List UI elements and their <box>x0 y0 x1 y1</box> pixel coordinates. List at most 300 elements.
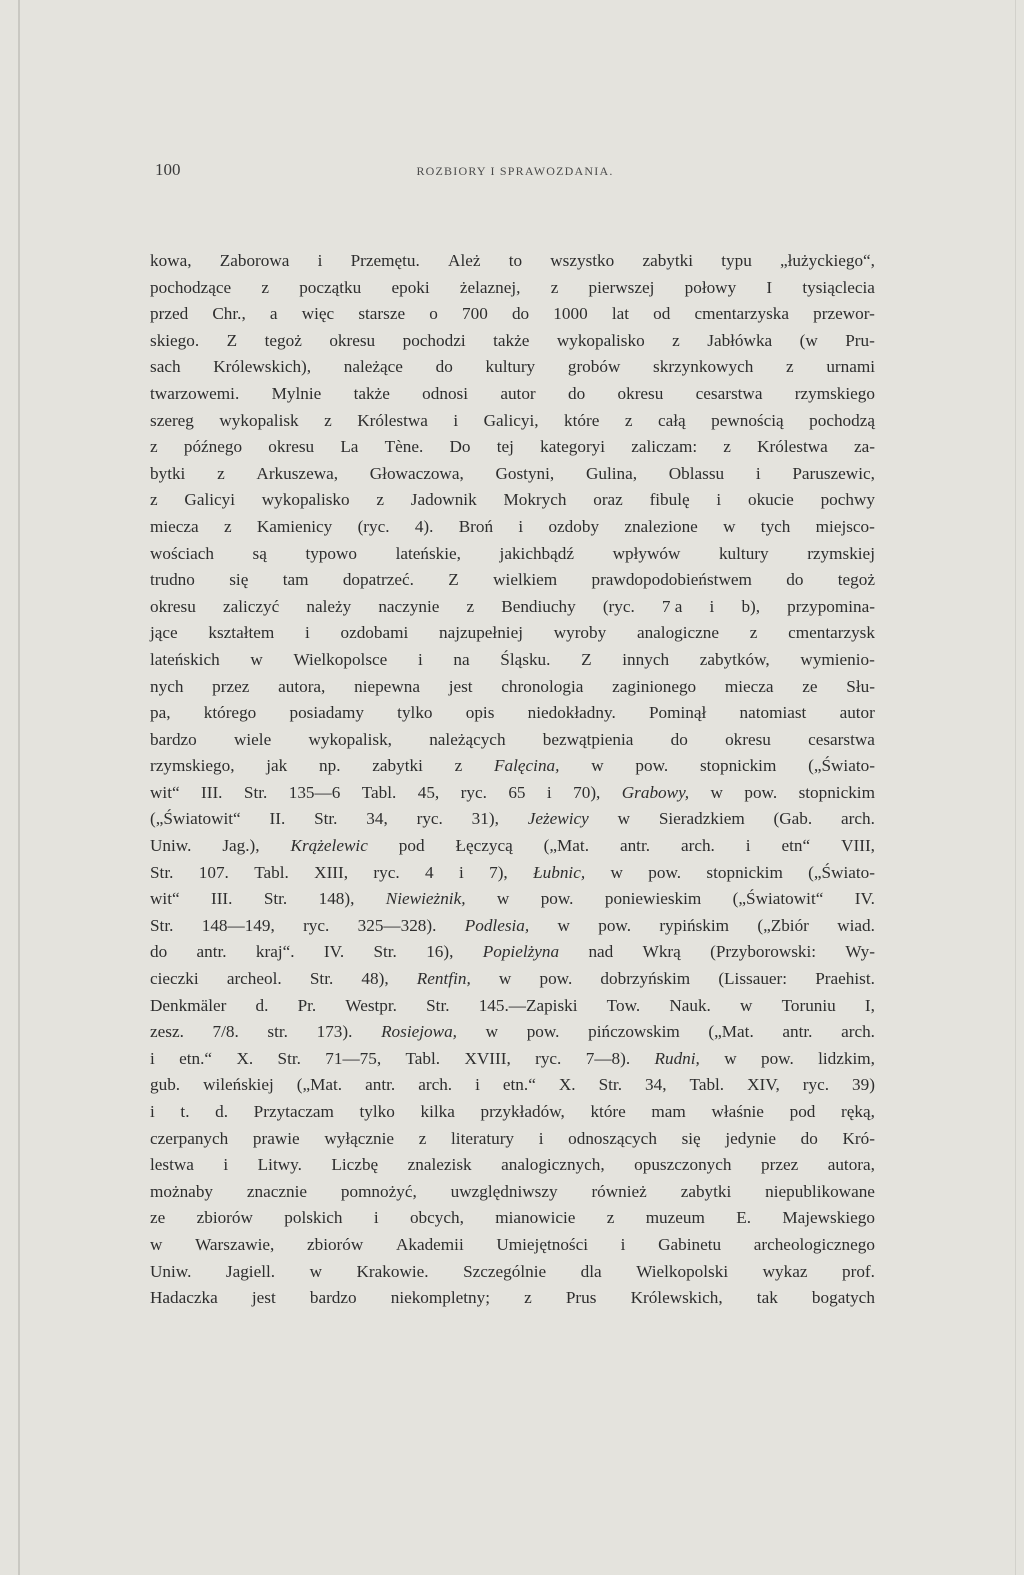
word: XIV, <box>747 1075 780 1095</box>
word: wit“ <box>150 889 180 909</box>
word: etn“ <box>781 836 811 856</box>
word: z <box>723 437 731 457</box>
word: i <box>150 1048 155 1068</box>
word: Arkuszewa, <box>256 463 339 483</box>
word: Oblassu <box>668 463 725 483</box>
word: Uniw. <box>150 1261 192 1281</box>
word: Do <box>449 437 471 457</box>
word: i <box>538 1128 544 1148</box>
word: bezwątpienia <box>542 729 634 749</box>
word: Paruszewic, <box>792 463 875 483</box>
text-line <box>150 354 875 381</box>
word: Litwy. <box>257 1155 302 1175</box>
word: tegoż <box>264 330 302 350</box>
word: etn.“ <box>179 1048 213 1068</box>
text-line <box>150 806 875 833</box>
word: z <box>606 1208 615 1228</box>
word: oraz <box>593 490 623 510</box>
word: Jag.), <box>222 836 260 856</box>
word: pomnożyć, <box>340 1181 417 1201</box>
word: arch. <box>680 836 715 856</box>
word: kształtem <box>208 623 275 643</box>
word: z <box>524 1288 532 1308</box>
word: 65 <box>508 782 526 802</box>
word: przypomina- <box>787 596 875 616</box>
word: i <box>223 1155 229 1175</box>
word: Mylnie <box>271 383 322 403</box>
word: i <box>755 463 761 483</box>
word: którego <box>203 703 257 723</box>
word: np. <box>319 756 341 776</box>
word: połowy <box>684 277 737 297</box>
word: okresu <box>617 383 664 403</box>
word: arch. <box>841 1022 875 1042</box>
word: wykopalisko <box>556 330 645 350</box>
word: żelaznej, <box>459 277 521 297</box>
word: Liczbę <box>331 1155 379 1175</box>
word: także <box>353 383 390 403</box>
word: jące <box>150 623 178 643</box>
word: („Mat. <box>543 836 590 856</box>
word: Str. <box>277 1048 301 1068</box>
word: tylko <box>359 1102 395 1121</box>
word: z <box>217 463 225 483</box>
word: Jadownik <box>410 490 477 510</box>
word: Wy- <box>845 942 875 962</box>
word: rzymskiej <box>807 543 875 563</box>
page-edge-left <box>18 0 20 1575</box>
word: Str. <box>309 969 334 989</box>
word: antr. <box>619 836 651 856</box>
word: odnosi <box>422 383 468 403</box>
word: pochodzi <box>402 330 466 350</box>
word: archeologicznego <box>753 1234 875 1254</box>
word: zabytki <box>642 251 694 270</box>
word: nad <box>588 942 614 962</box>
word: literatury <box>451 1128 515 1148</box>
word: z <box>376 490 385 510</box>
word: wit“ <box>150 782 180 802</box>
word: wielkiem <box>493 570 558 590</box>
word: prawdopodobieństwem <box>591 570 752 590</box>
word: Gostyni, <box>495 463 555 483</box>
word: w <box>610 862 623 882</box>
word: Sieradzkiem <box>658 809 745 829</box>
word: antr. <box>196 942 227 962</box>
text-line <box>150 1072 875 1099</box>
word: ryc. <box>535 1048 562 1068</box>
word: skrzynkowych <box>653 357 754 377</box>
place-name: Popielżyna <box>482 942 560 962</box>
text-line <box>150 1259 875 1286</box>
word: od <box>653 304 671 324</box>
text-line <box>150 620 875 647</box>
word: wiele <box>233 729 272 749</box>
text-line <box>150 1205 875 1232</box>
word: Królestwa <box>757 437 828 457</box>
word: tej <box>496 437 514 457</box>
word: i <box>458 862 464 882</box>
text-line <box>150 487 875 514</box>
word: rypińskim <box>659 915 730 935</box>
text-line <box>150 461 875 488</box>
word: i <box>150 1102 155 1121</box>
word: Wielkopolski <box>636 1261 729 1281</box>
word: 34, <box>645 1075 667 1095</box>
word: więc <box>301 304 335 324</box>
word: niedokładny. <box>527 703 616 723</box>
text-line <box>150 1179 875 1206</box>
word: należące <box>343 357 403 377</box>
word: 148), <box>318 889 355 909</box>
word: w <box>498 969 512 989</box>
text-line <box>150 753 875 780</box>
word: i <box>453 410 459 430</box>
text-line <box>150 1019 875 1046</box>
text-line <box>150 1099 875 1126</box>
word: 31), <box>471 809 499 829</box>
word: i <box>317 251 323 270</box>
word: Denkmäler <box>150 995 227 1015</box>
word: Tène. <box>384 437 424 457</box>
word: znalezisk <box>407 1155 472 1175</box>
word: Galicyi <box>184 490 235 510</box>
place-name: Rosiejowa, <box>381 1022 457 1042</box>
word: Kamienicy <box>256 516 333 536</box>
word: Str. <box>243 782 268 802</box>
word: zabytki <box>372 756 423 776</box>
word: analogicznych, <box>501 1155 605 1175</box>
word: prawie <box>252 1128 300 1148</box>
word: się <box>229 570 249 590</box>
word: 39) <box>852 1075 875 1095</box>
word: Zaborowa <box>219 251 290 270</box>
word: w <box>309 1261 322 1281</box>
word: ręką, <box>841 1102 875 1121</box>
word: miecza <box>150 516 199 536</box>
word: pow. <box>635 756 669 776</box>
word: znalezione <box>624 516 698 536</box>
word: Tabl. <box>361 782 397 802</box>
word: Chr., <box>212 304 246 324</box>
word: najzupełniej <box>438 623 523 643</box>
word: niekompletny; <box>390 1288 491 1308</box>
word: tam <box>282 570 309 590</box>
word: Wielkopolsce <box>293 649 388 669</box>
word: Słu- <box>846 676 875 696</box>
word: w <box>723 516 736 536</box>
word: na <box>453 649 470 669</box>
word: Warszawie, <box>195 1234 275 1254</box>
word: antr. <box>365 1075 396 1095</box>
word: i <box>709 596 715 616</box>
word: autora, <box>278 676 326 696</box>
word: wykaz <box>762 1261 808 1281</box>
word: pow. <box>760 1048 794 1068</box>
word: skiego. <box>150 330 200 350</box>
word: 148—149, <box>201 915 275 935</box>
word: lestwa <box>150 1155 194 1175</box>
word: Śląsku. <box>500 649 551 669</box>
word: w <box>485 1022 499 1042</box>
word: stopnickim <box>706 862 783 882</box>
word: posiadamy <box>289 703 364 723</box>
word: niepewna <box>354 676 420 696</box>
word: X. <box>558 1075 576 1095</box>
word: autora, <box>827 1155 875 1175</box>
text-line <box>150 248 875 275</box>
word: pow. <box>744 782 778 802</box>
word: jest <box>251 1288 276 1308</box>
word: I, <box>864 995 875 1015</box>
word: („Światowit“ <box>150 809 241 829</box>
word: 7/8. <box>212 1022 239 1042</box>
word: z <box>150 437 158 457</box>
place-name: Krążelewic <box>290 836 368 856</box>
word: jedynie <box>725 1128 776 1148</box>
text-line <box>150 913 875 940</box>
word: wykopalisko <box>261 490 350 510</box>
word: lidzkim, <box>818 1048 875 1068</box>
word: tych <box>760 516 791 536</box>
word: Tabl. <box>254 862 289 882</box>
word: z <box>672 330 680 350</box>
word: Tabl. <box>689 1075 725 1095</box>
word: twarzowemi. <box>150 383 240 403</box>
word: fibulę <box>649 490 690 510</box>
word: w <box>150 1234 163 1254</box>
word: mianowicie <box>495 1208 576 1228</box>
word: Hadaczka <box>150 1288 218 1308</box>
word: Akademii <box>395 1234 464 1254</box>
word: zabytki <box>680 1181 732 1201</box>
place-name: Falęcina, <box>494 756 560 776</box>
word: jak <box>266 756 288 776</box>
word: wościach <box>150 543 214 563</box>
text-line <box>150 567 875 594</box>
word: uwzględniwszy <box>450 1181 558 1201</box>
word: ryc. <box>802 1075 830 1095</box>
word: Jagiell. <box>225 1261 276 1281</box>
word: tylko <box>397 703 433 723</box>
word: (Przyborowski: <box>710 942 817 962</box>
word: Str. <box>426 995 450 1015</box>
word: pow. <box>648 862 682 882</box>
word: dobrzyńskim <box>600 969 691 989</box>
word: i <box>546 782 552 802</box>
place-name: Rudni, <box>654 1048 700 1068</box>
word: wpływów <box>612 543 681 563</box>
word: IV. <box>323 942 345 962</box>
word: Tow. <box>606 995 641 1015</box>
word: i <box>304 623 310 643</box>
word: 45, <box>417 782 440 802</box>
word: do <box>150 942 168 962</box>
word: i <box>475 1075 480 1095</box>
word: 135—6 <box>288 782 341 802</box>
word: pochodzą <box>809 410 875 430</box>
word: cmentarzyska <box>694 304 789 324</box>
word: Królestwa <box>357 410 428 430</box>
text-line <box>150 1126 875 1153</box>
word: i <box>417 649 423 669</box>
word: Głowaczowa, <box>369 463 464 483</box>
word: b), <box>741 596 761 616</box>
word: miecza <box>724 676 774 696</box>
word: sach <box>150 357 181 377</box>
word: początku <box>299 277 362 297</box>
word: cesarstwa <box>808 729 875 749</box>
word: stopnickim <box>798 782 875 802</box>
word: Majewskiego <box>782 1208 875 1228</box>
text-line <box>150 408 875 435</box>
word: (w <box>799 330 818 350</box>
word: zbiorów <box>306 1234 364 1254</box>
word: Pominął <box>648 703 707 723</box>
word: cmentarzysk <box>788 623 875 643</box>
word: tegoż <box>837 570 875 590</box>
text-line <box>150 514 875 541</box>
word: „łużyckiego“, <box>780 251 875 270</box>
page-edge-right <box>1015 0 1016 1575</box>
word: ze <box>150 1208 166 1228</box>
word: (ryc. <box>602 596 635 616</box>
word: (Gab. <box>773 809 813 829</box>
word: w <box>724 1048 737 1068</box>
page-number: 100 <box>155 160 181 179</box>
text-line <box>150 594 875 621</box>
word: bardzo <box>309 1288 357 1308</box>
word: (Lissauer: <box>718 969 788 989</box>
text-line <box>150 886 875 913</box>
word: bytki <box>150 463 186 483</box>
word: prof. <box>842 1261 875 1281</box>
word: Przemętu. <box>350 251 420 270</box>
word: i <box>620 1234 626 1254</box>
text-line <box>150 328 875 355</box>
word: innych <box>622 649 670 669</box>
word: z <box>466 596 475 616</box>
word: Z <box>226 330 238 350</box>
word: przez <box>212 676 250 696</box>
word: ze <box>802 676 818 696</box>
word: arch. <box>418 1075 453 1095</box>
word: Królewskich, <box>630 1288 723 1308</box>
word: 145.—Zapiski <box>478 995 578 1015</box>
text-line <box>150 833 875 860</box>
word: rzymskiego, <box>150 756 235 776</box>
word: pierwszej <box>588 277 655 297</box>
text-line <box>150 939 875 966</box>
word: Toruniu <box>781 995 836 1015</box>
word: wykopalisk <box>219 410 299 430</box>
word: w <box>617 809 630 829</box>
word: do <box>786 570 804 590</box>
text-line <box>150 1285 875 1312</box>
word: Bendiuchy <box>501 596 576 616</box>
word: kraj“. <box>255 942 295 962</box>
text-line <box>150 1152 875 1179</box>
word: w <box>496 889 510 909</box>
word: ozdobami <box>340 623 409 643</box>
word: I <box>766 277 773 297</box>
word: pochwy <box>820 490 875 510</box>
word: tak <box>756 1288 778 1308</box>
text-line <box>150 1046 875 1073</box>
word: analogiczne <box>636 623 720 643</box>
word: miejsco- <box>815 516 875 536</box>
word: okresu <box>329 330 376 350</box>
word: z <box>785 357 794 377</box>
word: Uniw. <box>150 836 192 856</box>
word: Str. <box>314 809 338 829</box>
word: również <box>591 1181 647 1201</box>
word: wyłącznie <box>324 1128 395 1148</box>
word: 48), <box>361 969 389 989</box>
word: d. <box>215 1102 229 1121</box>
word: opuszczonych <box>634 1155 732 1175</box>
word: Wkrą <box>642 942 681 962</box>
word: arch. <box>841 809 875 829</box>
word: do <box>511 304 530 324</box>
word: pochodzące <box>150 277 232 297</box>
word: 1000 <box>553 304 588 324</box>
word: zaliczyć <box>222 596 280 616</box>
word: w <box>557 915 570 935</box>
place-name: Rentfin, <box>416 969 471 989</box>
text-line <box>150 434 875 461</box>
word: 107. <box>198 862 229 882</box>
word: odnoszących <box>568 1128 657 1148</box>
text-line <box>150 1232 875 1259</box>
running-head: ROZBIORY I SPRAWOZDANIA. <box>416 164 614 178</box>
word: przed <box>150 304 189 324</box>
word: z <box>749 623 758 643</box>
word: („Światowit“ <box>732 889 824 909</box>
word: Str. <box>263 889 288 909</box>
word: Praehist. <box>815 969 875 989</box>
word: należących <box>429 729 506 749</box>
word: gub. <box>150 1075 181 1095</box>
word: 70), <box>573 782 601 802</box>
text-line <box>150 381 875 408</box>
word: Łęczycą <box>455 836 513 856</box>
word: X. <box>236 1048 254 1068</box>
word: muzeum <box>645 1208 705 1228</box>
text-line <box>150 860 875 887</box>
word: Mokrych <box>503 490 567 510</box>
word: wyroby <box>553 623 607 643</box>
word: do <box>800 1128 818 1148</box>
place-name: Grabowy, <box>621 782 690 802</box>
word: urnami <box>826 357 875 377</box>
word: wileńskiej <box>203 1075 274 1095</box>
word: lateńskich <box>150 649 220 669</box>
word: z <box>454 756 463 776</box>
word: kilka <box>420 1102 455 1121</box>
word: III. <box>201 782 223 802</box>
word: Przytaczam <box>253 1102 334 1121</box>
word: str. <box>267 1022 288 1042</box>
word: z <box>261 277 269 297</box>
word: i <box>716 490 722 510</box>
word: zabytków, <box>699 649 770 669</box>
word: ryc. <box>416 809 443 829</box>
word: Prus <box>565 1288 597 1308</box>
text-line <box>150 966 875 993</box>
word: Z <box>448 570 459 590</box>
word: także <box>493 330 530 350</box>
